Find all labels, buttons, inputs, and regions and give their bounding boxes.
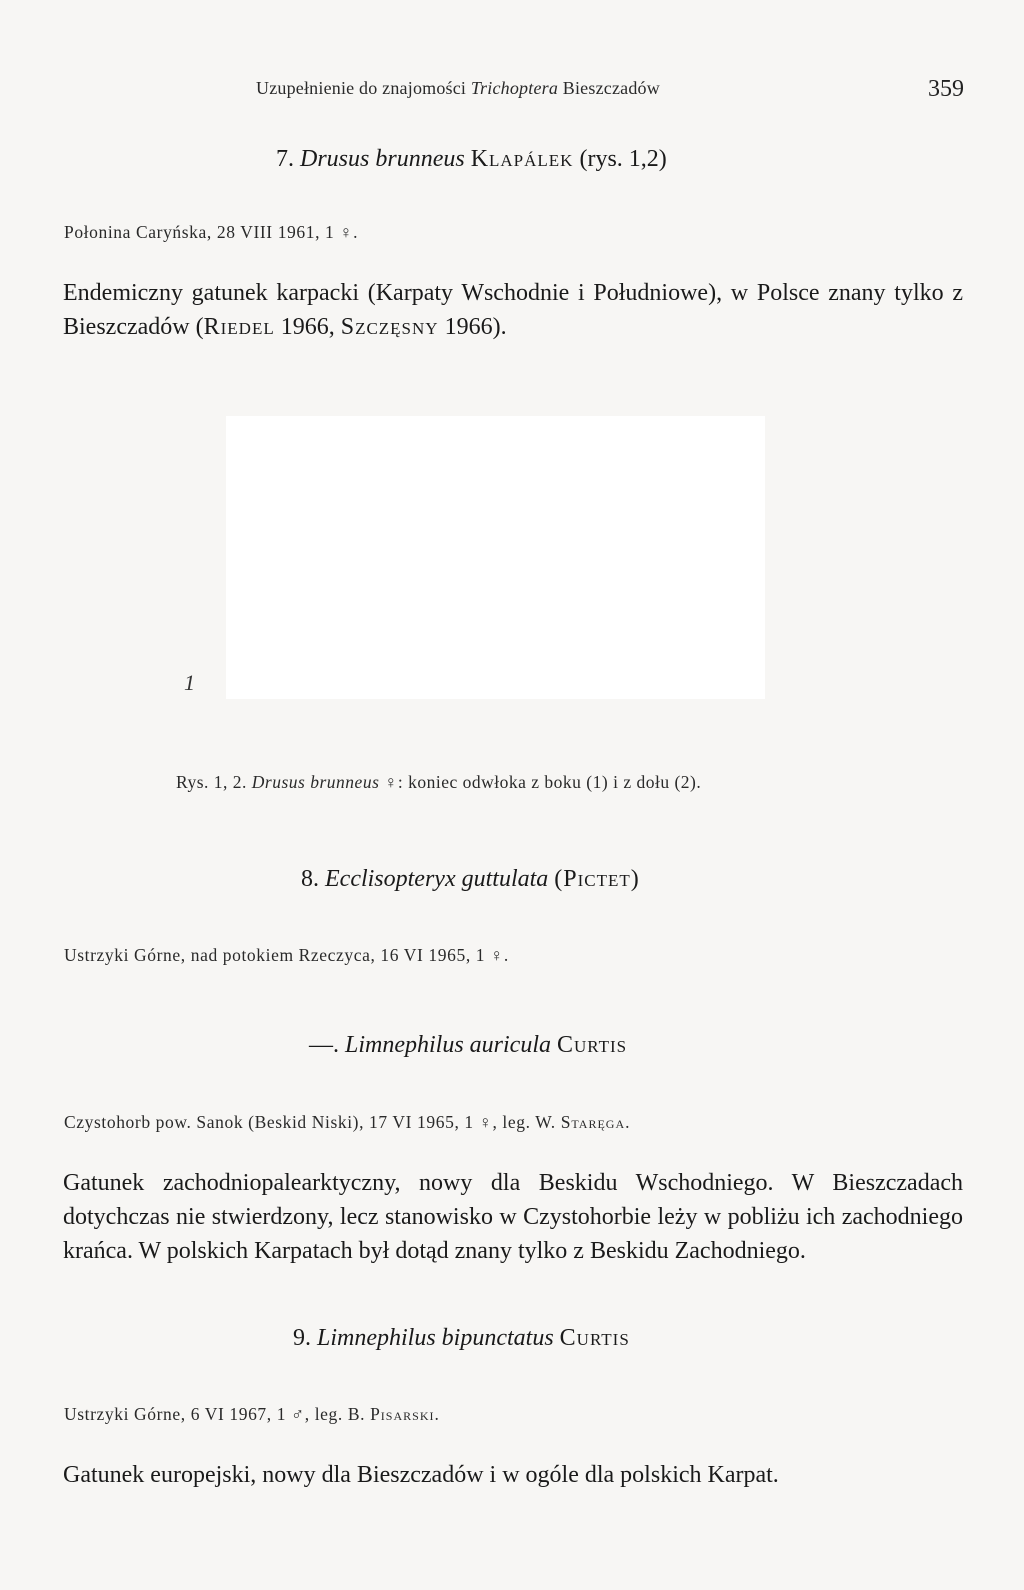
species-9-paragraph: Gatunek europejski, nowy dla Bieszczadów i w ogóle dla polskich Karpat. (63, 1462, 779, 1488)
collector-name: Staręga. (560, 1112, 631, 1132)
species-author: Curtis (559, 1325, 630, 1351)
species-name: Drusus brunneus (300, 146, 465, 172)
running-title-text: Uzupełnienie do znajomości (256, 78, 471, 98)
species-author: Klapálek (470, 146, 574, 172)
citation-year: 1966, (274, 314, 341, 340)
caption-taxon: Drusus brunneus (251, 772, 380, 792)
caption-label: Rys. 1, 2. (176, 772, 252, 792)
species-author: Curtis (557, 1032, 628, 1058)
citation-author: Riedel (203, 314, 275, 340)
page-number: 359 (928, 76, 964, 102)
species-number: 7. (276, 146, 294, 172)
species-7-paragraph (63, 276, 963, 344)
species-number: —. (309, 1032, 339, 1058)
species-heading-8 (301, 866, 640, 893)
collection-record-9 (64, 1404, 440, 1425)
caption-text: ♀: koniec odwłoka z boku (1) i z dołu (2). (379, 772, 702, 792)
collection-record-7: Połonina Caryńska, 28 VIII 1961, 1 ♀. (64, 222, 359, 242)
species-author: (Pictet) (554, 866, 640, 892)
collector-name: Pisarski. (370, 1404, 440, 1424)
citation-year: 1966). (438, 314, 507, 340)
collection-record-unnumbered (64, 1112, 631, 1133)
running-title (256, 78, 660, 99)
running-title-taxon: Trichoptera (470, 78, 559, 98)
figure-reference: (rys. 1,2) (579, 146, 667, 172)
species-number: 8. (301, 866, 319, 892)
figure-image (226, 416, 765, 699)
species-unnumbered-paragraph: Gatunek zachodniopalearktyczny, nowy dla Beskidu Wschodniego. W Bieszczadach dotychczas nie stwierdzony, lecz stanowisko w Czystohorbie leży w pobliżu ich zachodniego krańca. W polskich Karpatach był dotąd znany tylko z Beskidu Zachodniego. (63, 1170, 963, 1264)
species-heading-7 (276, 146, 667, 173)
paragraph-text: Endemiczny gatunek karpacki (Karpaty Wschodnie i Południowe), w Polsce znany tylko z Bieszczadów ( (63, 280, 963, 340)
species-heading-9 (293, 1325, 630, 1352)
record-text: Ustrzyki Górne, 6 VI 1967, 1 ♂, leg. B. (64, 1404, 371, 1424)
citation-author: Szczęsny (340, 314, 439, 340)
figure-caption (176, 772, 701, 793)
species-heading-unnumbered (309, 1032, 627, 1059)
species-name: Limnephilus bipunctatus (317, 1325, 554, 1351)
running-title-region: Bieszczadów (558, 78, 660, 98)
species-name: Ecclisopteryx guttulata (325, 866, 549, 892)
figure-number: 1 (184, 670, 195, 695)
species-number: 9. (293, 1325, 311, 1351)
species-name: Limnephilus auricula (345, 1032, 552, 1058)
record-text: Czystohorb pow. Sanok (Beskid Niski), 17 VI 1965, 1 ♀, leg. W. (64, 1112, 561, 1132)
collection-record-8: Ustrzyki Górne, nad potokiem Rzeczyca, 16 VI 1965, 1 ♀. (64, 945, 509, 965)
